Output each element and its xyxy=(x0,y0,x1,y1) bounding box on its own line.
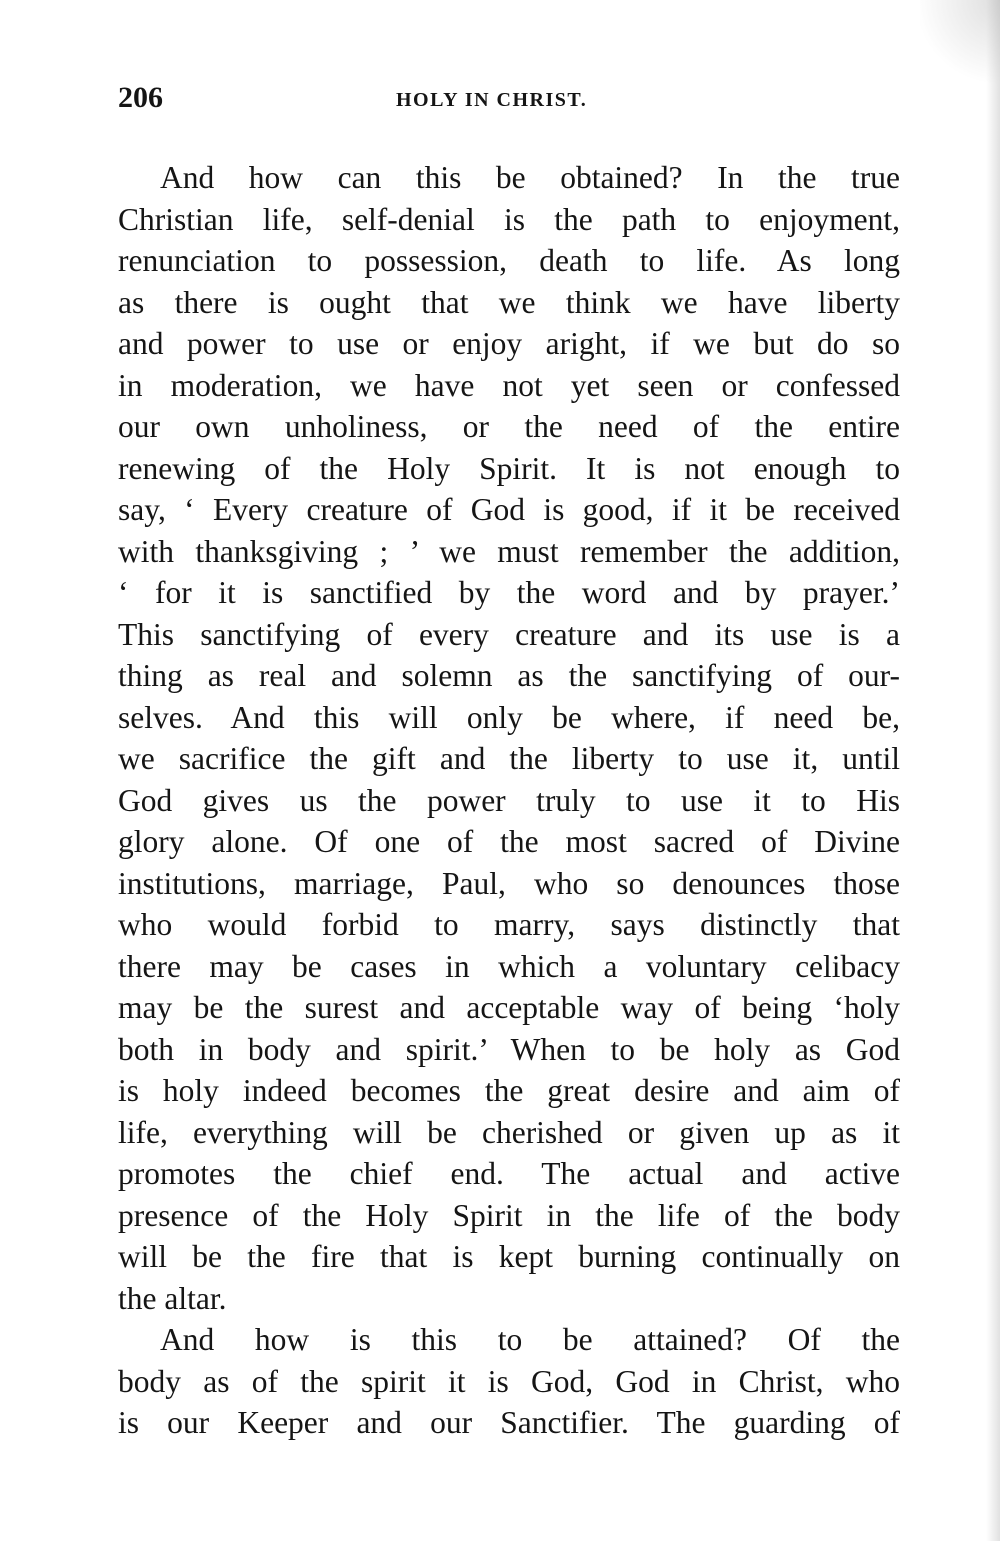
running-title: HOLY IN CHRIST. xyxy=(396,89,588,111)
text-line: our own unholiness, or the need of the entire xyxy=(118,409,900,444)
paragraph xyxy=(118,1319,900,1444)
text-line: And how can this be obtained? In the true xyxy=(160,160,900,195)
text-line: renewing of the Holy Spirit. It is not enough to xyxy=(118,450,900,486)
text-line: say, ‘ Every creature of God is good, if it be received xyxy=(118,492,900,527)
text-line: as there is ought that we think we have liberty xyxy=(118,284,900,320)
page-number: 206 xyxy=(118,81,163,114)
text-line: God gives us the power truly to use it to His xyxy=(118,782,900,818)
text-line: will be the fire that is kept burning continually on xyxy=(118,1239,900,1274)
paragraph xyxy=(118,157,900,1319)
text-line: presence of the Holy Spirit in the life of the body xyxy=(118,1197,900,1233)
text-line: there may be cases in which a voluntary celibacy xyxy=(118,948,900,984)
text-line: we sacrifice the gift and the liberty to use it, until xyxy=(118,741,900,776)
text-line: in moderation, we have not yet seen or confessed xyxy=(118,367,900,403)
text-line: may be the surest and acceptable way of being ‘holy xyxy=(118,990,900,1025)
text-line: promotes the chief end. The actual and active xyxy=(118,1156,900,1191)
text-line: thing as real and solemn as the sanctifying of our- xyxy=(118,658,900,693)
text-line: who would forbid to marry, says distinctly that xyxy=(118,907,900,942)
text-line: selves. And this will only be where, if need be, xyxy=(118,699,900,735)
text-line: both in body and spirit.’ When to be holy as God xyxy=(118,1031,900,1067)
text-line: And how is this to be attained? Of the xyxy=(160,1322,900,1357)
text-line: the altar. xyxy=(118,1280,227,1316)
text-line: renunciation to possession, death to life. As long xyxy=(118,243,900,278)
running-head xyxy=(118,78,898,118)
text-line: with thanksgiving ; ’ we must remember the addition, xyxy=(118,533,900,569)
text-line: Christian life, self-denial is the path to enjoyment, xyxy=(118,201,900,237)
body-text xyxy=(118,157,900,1444)
text-line: body as of the spirit it is God, God in Christ, who xyxy=(118,1363,900,1399)
text-line: ‘ for it is sanctified by the word and by prayer.’ xyxy=(118,575,900,610)
text-line: glory alone. Of one of the most sacred of Divine xyxy=(118,824,900,859)
text-line: is holy indeed becomes the great desire and aim of xyxy=(118,1073,900,1108)
text-line: This sanctifying of every creature and its use is a xyxy=(118,616,900,652)
page-edge-shadow xyxy=(986,0,1000,1541)
text-line: life, everything will be cherished or given up as it xyxy=(118,1114,900,1150)
text-line: and power to use or enjoy aright, if we but do so xyxy=(118,326,900,361)
text-line: institutions, marriage, Paul, who so denounces those xyxy=(118,865,900,901)
text-line: is our Keeper and our Sanctifier. The guarding of xyxy=(118,1405,900,1440)
